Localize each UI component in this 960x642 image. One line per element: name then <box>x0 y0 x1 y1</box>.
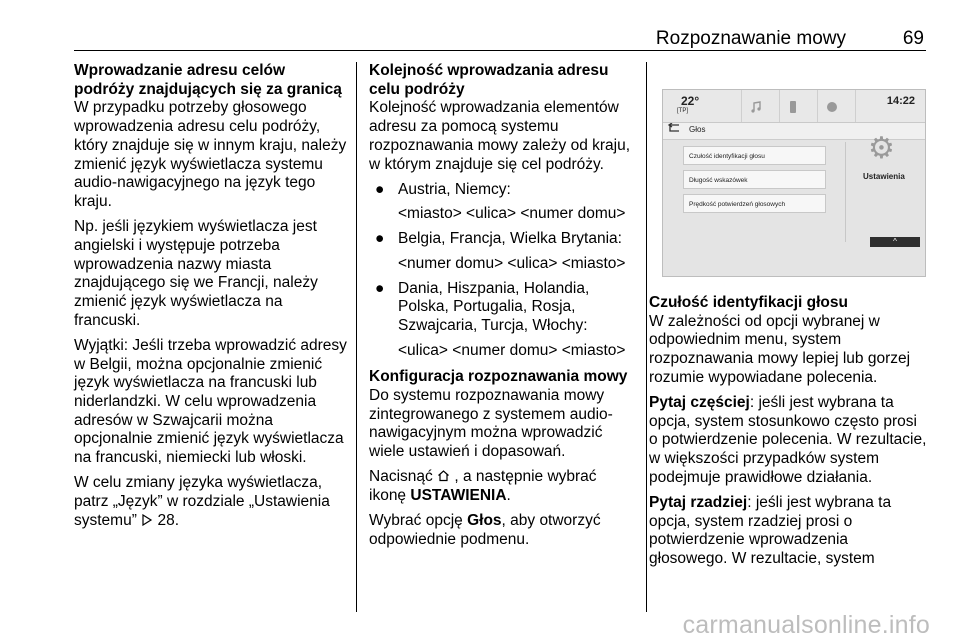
address-order: <numer domu> <ulica> <miasto> <box>398 254 626 272</box>
page-reference[interactable]: 28. <box>157 511 180 529</box>
country-list: Austria, Niemcy: <box>398 180 511 198</box>
clock: 14:22 <box>886 95 915 107</box>
phone-icon <box>788 100 798 110</box>
address-order: <miasto> <ulica> <numer domu> <box>398 205 626 223</box>
ui-term: Głos <box>467 512 502 530</box>
paragraph-text: , a następnie wybrać ikonę <box>369 468 597 505</box>
paragraph: Do systemu rozpoznawania mowy zintegrowanego z systemem audio-nawigacyjnym można wprowadzić wiele ustawień i dopasowań. <box>369 387 613 461</box>
chevron-up-icon[interactable]: ^ <box>870 237 920 247</box>
temperature: 22° <box>681 94 700 108</box>
music-note-icon <box>750 100 760 110</box>
reference-arrow-icon[interactable] <box>141 512 157 529</box>
page-number: 69 <box>902 28 924 49</box>
home-icon <box>437 468 454 485</box>
menu-item[interactable]: Czułość identyfikacji głosu <box>683 146 826 165</box>
paragraph-text: W celu zmiany języka wyświetlacza, patrz „Język” w rozdziale „Ustawienia systemu” <box>74 474 330 529</box>
gear-icon[interactable]: ⚙ <box>868 132 895 165</box>
paragraph: Kolejność wprowadzania elementów adresu za pomocą systemu rozpoznawania mowy zależy od kraju, w którym znajduje się cel podróży. <box>369 99 631 173</box>
option-name: Pytaj rzadziej <box>649 494 748 512</box>
list-item <box>369 181 637 224</box>
bullet-icon: ● <box>375 230 385 248</box>
status-bar <box>663 90 925 123</box>
paragraph <box>369 512 637 549</box>
menu-title: Głos <box>689 125 706 134</box>
section-heading: Konfiguracja rozpoznawania mowy <box>369 368 628 386</box>
column-divider <box>646 62 647 612</box>
list-item <box>369 280 637 361</box>
section-heading: Kolejność wprowadzania adresu celu podróży <box>369 62 609 98</box>
paragraph-text: : jeśli jest wybrana ta opcja, system stosunkowo często prosi o potwierdzenie polecenia. W rezultacie, w większości przypadków system podejmuje prawidłowe działania. <box>649 394 927 486</box>
panel-divider <box>845 142 846 242</box>
paragraph-text: : jeśli jest wybrana ta opcja, system rzadziej prosi o potwierdzenie wprowadzenia głosowego. W rezultacie, system <box>649 494 892 568</box>
settings-label[interactable]: Ustawienia <box>863 172 905 181</box>
list-item <box>369 230 637 273</box>
ui-term: USTAWIENIA <box>410 487 507 505</box>
paragraph: W przypadku potrzeby głosowego wprowadzenia adresu celu podróży, który znajduje się w innym kraju, należy zmienić język wyświetlacza systemu audio-nawigacyjnego na język tego kraju. <box>74 99 347 210</box>
column-middle <box>369 62 637 556</box>
country-list: Dania, Hiszpania, Holandia, Polska, Portugalia, Rosja, Szwajcaria, Turcja, Włochy: <box>398 279 590 334</box>
watermark: carmanualsonline.info <box>682 611 930 639</box>
menu-item[interactable]: Prędkość potwierdzeń głosowych <box>683 194 826 213</box>
column-left <box>74 62 349 537</box>
page-header <box>74 28 926 51</box>
bullet-list <box>369 181 637 361</box>
paragraph-text: , aby otworzyć odpowiednie podmenu. <box>369 512 601 548</box>
column-divider <box>356 62 357 612</box>
tab-navigation[interactable] <box>817 90 846 122</box>
column-right <box>649 294 927 575</box>
infotainment-screenshot <box>662 89 926 277</box>
paragraph <box>649 394 927 488</box>
address-order: <ulica> <numer domu> <miasto> <box>398 341 626 359</box>
back-arrow-icon[interactable] <box>667 123 681 136</box>
option-name: Pytaj częściej <box>649 394 750 412</box>
bullet-icon: ● <box>375 180 385 198</box>
tab-audio[interactable] <box>741 90 770 122</box>
bullet-icon: ● <box>375 279 385 297</box>
tab-divider <box>855 90 856 122</box>
paragraph-text: . <box>506 487 511 505</box>
paragraph <box>649 494 927 569</box>
country-list: Belgia, Francja, Wielka Brytania: <box>398 230 622 248</box>
paragraph: W zależności od opcji wybranej w odpowiednim menu, system rozpoznawania mowy lepiej lub gorzej rozumie wypowiadane polecenia. <box>649 312 911 386</box>
paragraph: Np. jeśli językiem wyświetlacza jest angielski i występuje potrzeba wprowadzenia nazwy miasta znajdującego się we Francji, należy zmienić język wyświetlacza na francuski. <box>74 218 318 329</box>
paragraph <box>369 468 637 505</box>
paragraph <box>74 474 349 530</box>
nav-dot-icon <box>826 100 836 110</box>
menu-item[interactable]: Długość wskazówek <box>683 170 826 189</box>
page-title: Rozpoznawanie mowy <box>655 28 846 49</box>
section-heading: Wprowadzanie adresu celów podróży znajdujących się za granicą <box>74 62 342 98</box>
paragraph-text: Nacisnąć <box>369 468 433 486</box>
paragraph-text: Wybrać opcję <box>369 512 463 530</box>
section-heading: Czułość identyfikacji głosu <box>649 294 848 311</box>
traffic-program-label: [TP] <box>677 108 689 114</box>
paragraph: Wyjątki: Jeśli trzeba wprowadzić adresy w Belgii, można opcjonalnie zmienić język wyświetlacza na francuski lub niderlandzki. W celu wprowadzenia adresów w Szwajcarii można opcjonalnie zmienić język wyświetlacza na francuski, niemiecki lub włoski. <box>74 336 347 467</box>
tab-phone[interactable] <box>779 90 808 122</box>
